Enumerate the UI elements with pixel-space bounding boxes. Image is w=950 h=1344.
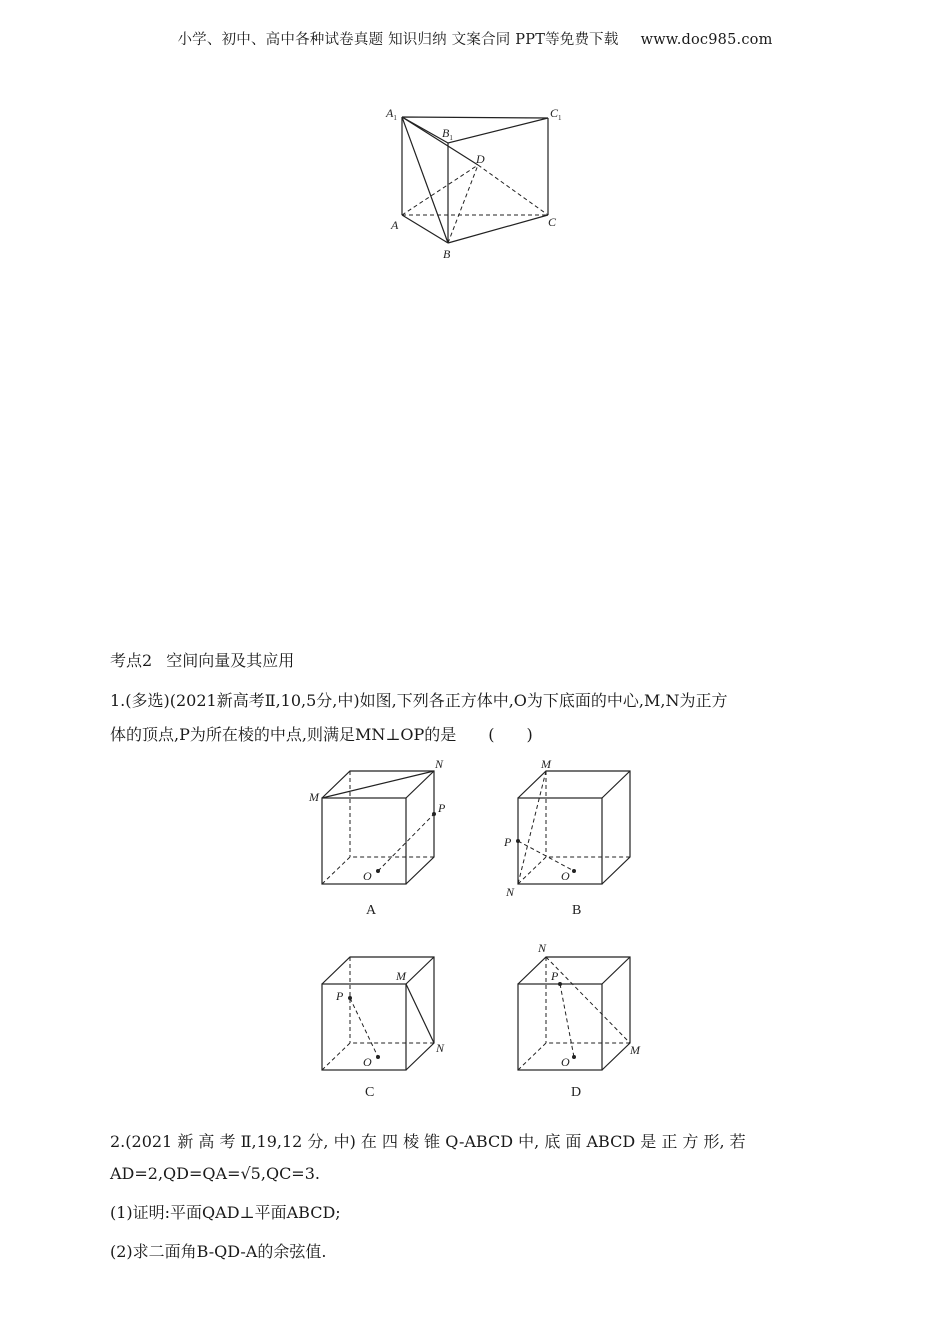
question-1-line-1: 1.(多选)(2021新高考Ⅱ,10,5分,中)如图,下列各正方体中,O为下底面的中心,M,N为正方 xyxy=(110,691,728,710)
cube-b-op xyxy=(518,841,574,871)
question-2-line-1: 2.(2021 新 高 考 Ⅱ,19,12 分, 中) 在 四 棱 锥 Q-ABCD 中, 底 面 ABCD 是 正 方 形, 若 xyxy=(110,1132,746,1151)
cube-b-mn xyxy=(518,771,546,884)
cube-d-figure xyxy=(500,935,660,1105)
cube-b-label-p: P xyxy=(504,835,512,849)
cube-b-figure xyxy=(500,755,660,920)
cube-a-label-n: N xyxy=(435,757,444,771)
page-header xyxy=(0,28,950,49)
cube-a-figure xyxy=(305,755,465,920)
cube-d-label-p: P xyxy=(551,969,559,983)
cube-b-edge xyxy=(602,771,630,798)
label-a: A xyxy=(391,218,399,232)
cube-a-caption: A xyxy=(366,903,377,918)
header-site: www.doc985.com xyxy=(640,32,773,48)
cube-c-label-m: M xyxy=(396,969,406,983)
cube-b-point-o xyxy=(572,869,576,873)
prism-top-face xyxy=(402,117,548,143)
prism-line-a1d xyxy=(402,117,478,165)
question-2-line-2: AD=2,QD=QA=√5,QC=3. xyxy=(110,1164,320,1183)
cube-c-label-n: N xyxy=(436,1041,445,1055)
cube-a-edge xyxy=(406,771,434,798)
cube-c-mn xyxy=(406,984,434,1043)
cube-a-point-o xyxy=(376,869,380,873)
label-c1: $C_1$ xyxy=(550,106,562,122)
cube-a-label-m: M xyxy=(309,790,319,804)
prism-figure xyxy=(380,100,580,265)
cube-d-caption: D xyxy=(571,1085,582,1100)
cube-a-label-p: P xyxy=(438,801,446,815)
cube-c-label-o: O xyxy=(363,1055,372,1069)
cube-c-op xyxy=(350,998,378,1057)
cube-d-front xyxy=(518,984,602,1070)
prism-line-bd xyxy=(448,165,478,243)
cube-b-caption: B xyxy=(572,903,582,918)
prism-edge-ab xyxy=(402,215,448,243)
cube-c-label-p: P xyxy=(336,989,344,1003)
section-heading: 考点2 空间向量及其应用 xyxy=(110,651,295,670)
cube-d-label-m: M xyxy=(630,1043,640,1057)
question-2-part-1: (1)证明:平面QAD⊥平面ABCD; xyxy=(110,1203,341,1222)
prism-line-ad xyxy=(402,165,478,215)
header-text: 小学、初中、高中各种试卷真题 知识归纳 文案合同 PPT等免费下载 xyxy=(177,32,619,48)
label-b1: $B_1$ xyxy=(442,126,453,142)
cube-c-point-p xyxy=(348,996,352,1000)
question-2-part-2: (2)求二面角B-QD-A的余弦值. xyxy=(110,1242,327,1261)
cube-b-label-o: O xyxy=(561,869,570,883)
cube-b-point-p xyxy=(516,839,520,843)
cube-b-label-n: N xyxy=(506,885,515,899)
cube-d-label-n: N xyxy=(538,941,547,955)
cube-a-mn xyxy=(322,771,434,798)
cube-d-label-o: O xyxy=(561,1055,570,1069)
cube-a-label-o: O xyxy=(363,869,372,883)
cube-d-point-o xyxy=(572,1055,576,1059)
cube-c-figure xyxy=(305,945,465,1105)
cube-c-caption: C xyxy=(365,1085,375,1100)
label-b: B xyxy=(443,247,451,261)
prism-edge-bc xyxy=(448,215,548,243)
question-1-line-2: 体的顶点,P为所在棱的中点,则满足MN⊥OP的是 ( ) xyxy=(110,725,533,744)
answer-parentheses: ( ) xyxy=(488,725,533,744)
cube-c-point-o xyxy=(376,1055,380,1059)
label-a1: $A_1$ xyxy=(386,106,397,122)
cube-b-front xyxy=(518,798,602,884)
label-c: C xyxy=(548,215,557,229)
cube-b-label-m: M xyxy=(541,757,551,771)
prism-line-dc xyxy=(478,165,548,215)
cube-c-edge xyxy=(406,957,434,984)
cube-a-point-p xyxy=(432,812,436,816)
cube-d-point-p xyxy=(558,982,562,986)
cube-d-op xyxy=(560,984,574,1057)
cube-d-edge xyxy=(602,957,630,984)
label-d: D xyxy=(476,152,485,166)
